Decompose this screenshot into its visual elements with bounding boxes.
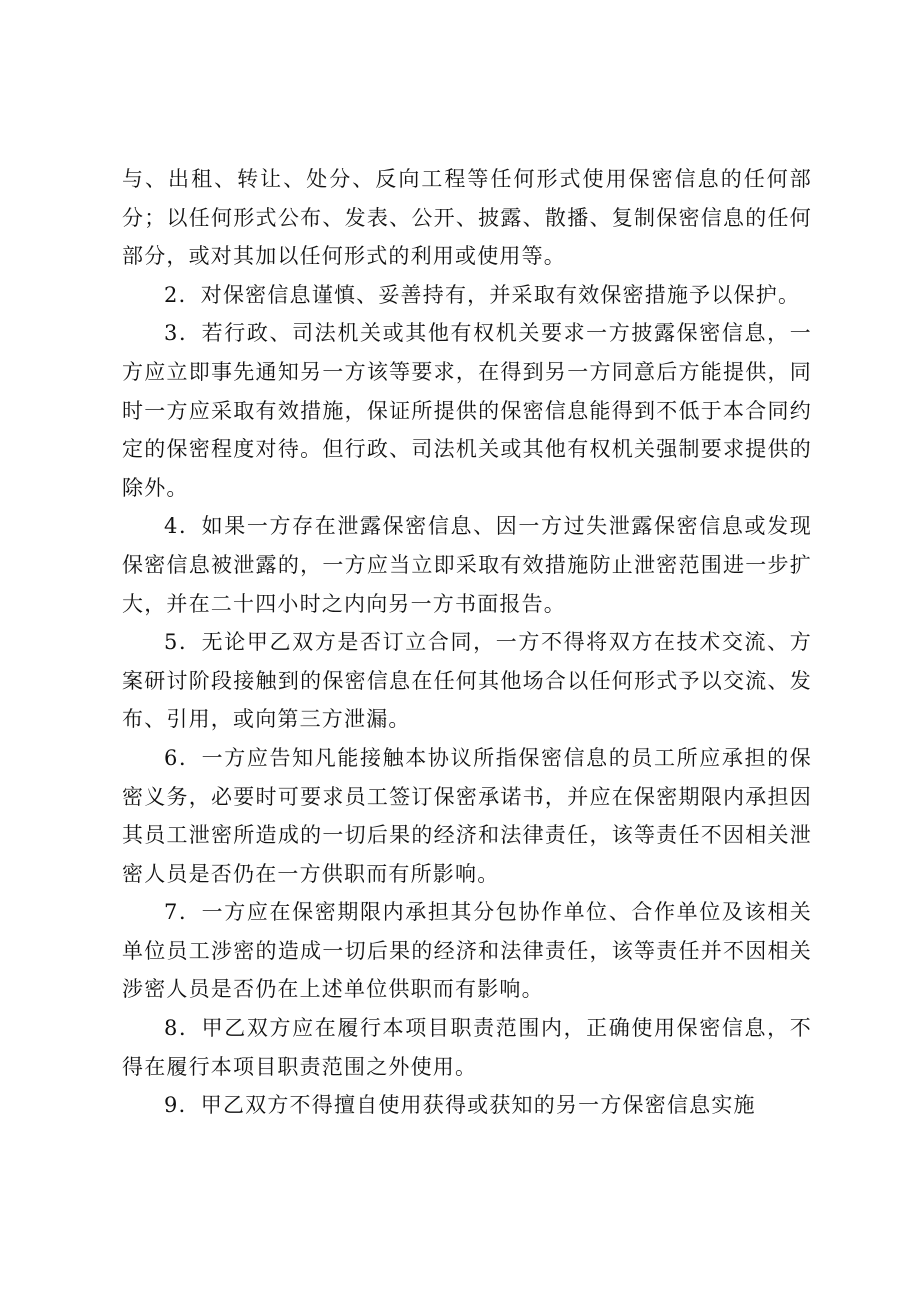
clause-6 [122,739,812,893]
paragraph-continuation [122,160,812,276]
clause-number: 5 [164,630,179,655]
document-body [122,160,812,1125]
clause-number: 9 [164,1093,179,1118]
clause-8 [122,1009,812,1086]
paragraph-text: 与、出租、转让、处分、反向工程等任何形式使用保密信息的任何部分；以任何形式公布、发表、公开、披露、散播、复制保密信息的任何部分，或对其加以任何形式的利用或使用等。 [122,167,812,269]
clause-text: ．若行政、司法机关或其他有权机关要求一方披露保密信息，一方应立即事先通知另一方该等要求，在得到另一方同意后方能提供，同时一方应采取有效措施，保证所提供的保密信息能得到不低于本合同约定的保密程度对待。但行政、司法机关或其他有权机关强制要求提供的除外。 [122,321,812,500]
clause-number: 7 [164,900,179,925]
clause-number: 2 [164,282,179,307]
clause-9 [122,1086,812,1125]
clause-text: ．无论甲乙双方是否订立合同，一方不得将双方在技术交流、方案研讨阶段接触到的保密信息在任何其他场合以任何形式予以交流、发布、引用，或向第三方泄漏。 [122,630,812,732]
clause-3 [122,314,812,507]
clause-4 [122,507,812,623]
clause-5 [122,623,812,739]
clause-text: ．一方应告知凡能接触本协议所指保密信息的员工所应承担的保密义务，必要时可要求员工签订保密承诺书，并应在保密期限内承担因其员工泄密所造成的一切后果的经济和法律责任，该等责任不因相关泄密人员是否仍在一方供职而有所影响。 [122,745,812,886]
clause-text: ．如果一方存在泄露保密信息、因一方过失泄露保密信息或发现保密信息被泄露的，一方应当立即采取有效措施防止泄密范围进一步扩大，并在二十四小时之内向另一方书面报告。 [122,514,812,616]
clause-number: 3 [164,321,179,346]
clause-2 [122,276,812,315]
clause-number: 6 [164,745,179,770]
clause-number: 8 [164,1016,179,1041]
clause-number: 4 [164,514,179,539]
clause-text: ．甲乙双方应在履行本项目职责范围内，正确使用保密信息，不得在履行本项目职责范围之外使用。 [122,1016,812,1079]
clause-text: ．甲乙双方不得擅自使用获得或获知的另一方保密信息实施 [178,1093,756,1118]
clause-7 [122,893,812,1009]
clause-text: ．对保密信息谨慎、妥善持有，并采取有效保密措施予以保护。 [178,282,801,307]
clause-text: ．一方应在保密期限内承担其分包协作单位、合作单位及该相关单位员工涉密的造成一切后果的经济和法律责任，该等责任并不因相关涉密人员是否仍在上述单位供职而有影响。 [122,900,812,1002]
